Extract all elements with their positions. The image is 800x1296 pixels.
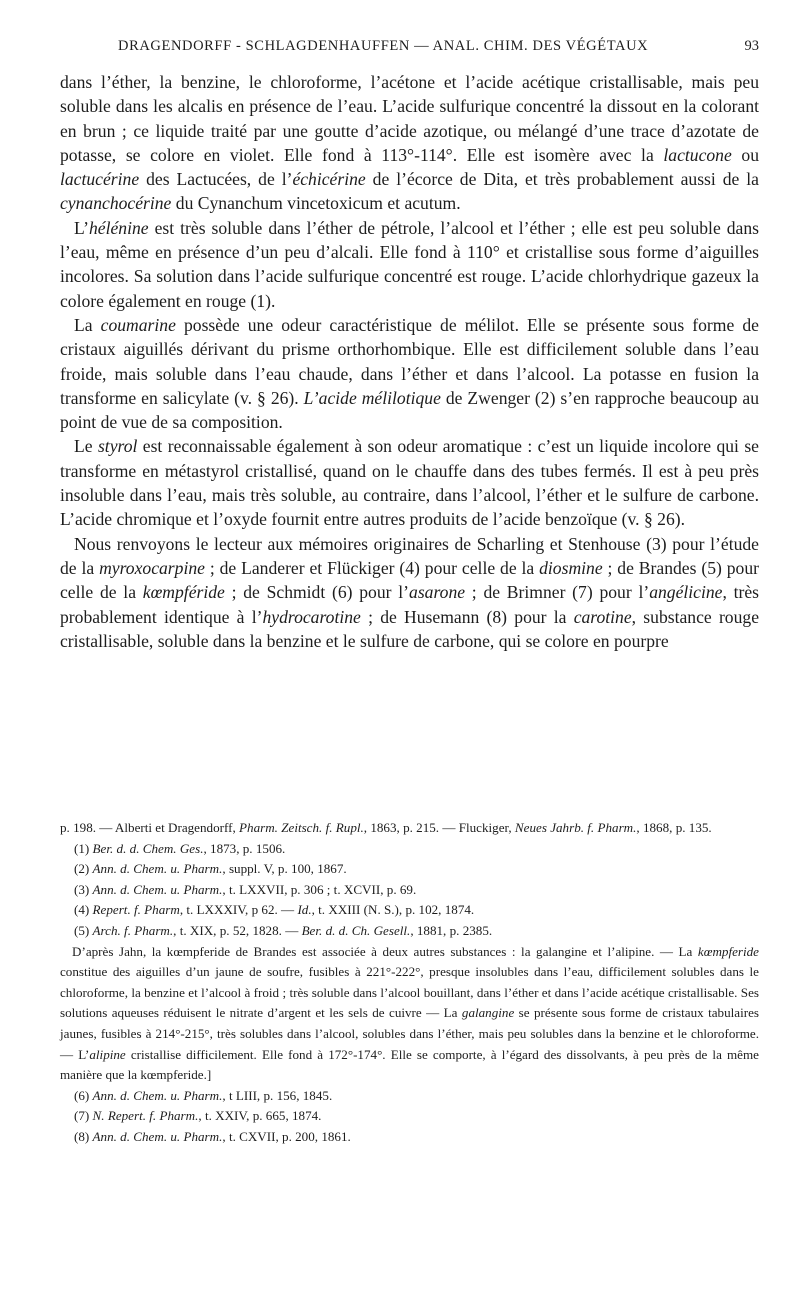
paragraph-1: dans l’éther, la benzine, le chloroforme, l’acétone et l’acide acétique cristallisable, mais peu soluble dans les alcalis en présence de l’eau. L’acide sulfurique concentré la dissout en la colorant en brun ; ce liquide traité par une goutte d’acide azotique, ou mélangé d’une trace d’azotate de potasse, se colore en violet. Elle fond à 113°-114°. Elle est isomère avec la lactucone ou lactucérine des Lactucées, de l’échicérine de l’écorce de Dita, et très probablement aussi de la cynanchocérine du Cynanchum vincetoxicum et acutum. xyxy=(60,72,760,214)
page-number: 93 xyxy=(744,38,759,54)
footnote-5-commentary: D’après Jahn, la kœmpferide de Brandes est associée à deux autres substances : la galangine et l’alipine. — La kœmpferide constitue des aiguilles d’un jaune de soufre, fusibles à 221°-222°, presque insolubles dans l’eau, difficilement solubles dans le chloroforme, la benzine et l’alcool à froid ; très soluble dans l’alcool bouillant, dans l’éther et dans l’acide acétique cristallisable. Ses solutions aqueuses réduisent le nitrate d’argent et les sels de cuivre — La galangine se présente sous forme de cristaux tabulaires jaunes, fusibles à 214°-215°, très solubles dans l’alcool, solubles dans l’éther, mais peu solubles dans la benzine et le chloroforme. — L’alipine cristallise difficilement. Elle fond à 172°-174°. Elle se comporte, à l’égard des dissolvants, à peu près de la même manière que la kœmpferide.] xyxy=(60,943,759,1083)
footnote-2: (2) Ann. d. Chem. u. Pharm., suppl. V, p. 100, 1867. xyxy=(74,861,347,877)
footnote-6: (6) Ann. d. Chem. u. Pharm., t LIII, p. 156, 1845. xyxy=(74,1087,333,1103)
paragraph-3: La coumarine possède une odeur caractéristique de mélilot. Elle se présente sous forme de cristaux aiguillés dérivant du prisme orthorhombique. Elle est difficilement soluble dans l’eau froide, mais soluble dans l’eau chaude, dans l’éther et dans l’alcool. La potasse en fusion la transforme en salicylate (v. § 26). L’acide mélilotique de Zwenger (2) s’en rapproche beaucoup au point de vue de sa composition. xyxy=(60,314,759,433)
footnotes xyxy=(60,818,759,1148)
paragraph-5: Nous renvoyons le lecteur aux mémoires originaires de Scharling et Stenhouse (3) pour l’étude de la myroxocarpine ; de Landerer et Flückiger (4) pour celle de la diosmine ; de Brandes (5) pour celle de la kœmpféride ; de Schmidt (6) pour l’asarone ; de Brimner (7) pour l’angélicine, très probablement identique à l’hydrocarotine ; de Husemann (8) pour la carotine, substance rouge cristallisable, soluble dans la benzine et le sulfure de carbone, qui se colore en pourpre xyxy=(60,533,760,651)
paragraph-4: Le styrol est reconnaissable également à son odeur aromatique : c’est un liquide incolore qui se transforme en métastyrol cristallisé, quand on le chauffe dans des tubes fermés. Il est à peu près insoluble dans l’eau, mais très soluble, au contraire, dans l’alcool, l’éther et le sulfure de carbone. L’acide chromique et l’oxyde fournit entre autres produits de l’acide benzoïque (v. § 26). xyxy=(60,436,759,530)
main-text xyxy=(60,70,759,653)
footnote-3: (3) Ann. d. Chem. u. Pharm., t. LXXVII, p. 306 ; t. XCVII, p. 69. xyxy=(74,881,417,897)
running-header xyxy=(118,38,759,55)
footnote-5: (5) Arch. f. Pharm., t. XIX, p. 52, 1828. — Ber. d. d. Ch. Gesell., 1881, p. 2385. xyxy=(74,922,493,938)
footnote-8: (8) Ann. d. Chem. u. Pharm., t. CXVII, p. 200, 1861. xyxy=(74,1128,351,1144)
footnote-7: (7) N. Repert. f. Pharm., t. XXIV, p. 665, 1874. xyxy=(74,1108,322,1124)
paragraph-2: L’hélénine est très soluble dans l’éther de pétrole, l’alcool et l’éther ; elle est peu soluble dans l’eau, même en présence d’un peu d’alcali. Elle fond à 110° et cristallise sous forme d’aiguilles incolores. Sa solution dans l’acide sulfurique concentré est rouge. L’acide chlorhydrique gazeux la colore également en rouge (1). xyxy=(60,217,759,311)
footnote-4: (4) Repert. f. Pharm, t. LXXXIV, p 62. — Id., t. XXIII (N. S.), p. 102, 1874. xyxy=(74,902,475,918)
footnote-continuation: p. 198. — Alberti et Dragendorff, Pharm. Zeitsch. f. Rupl., 1863, p. 215. — Fluckiger, Neues Jahrb. f. Pharm., 1868, p. 135. xyxy=(60,820,712,835)
running-title: DRAGENDORFF - SCHLAGDENHAUFFEN — ANAL. CHIM. DES VÉGÉTAUX xyxy=(118,38,649,54)
footnote-1: (1) Ber. d. d. Chem. Ges., 1873, p. 1506. xyxy=(74,840,286,856)
